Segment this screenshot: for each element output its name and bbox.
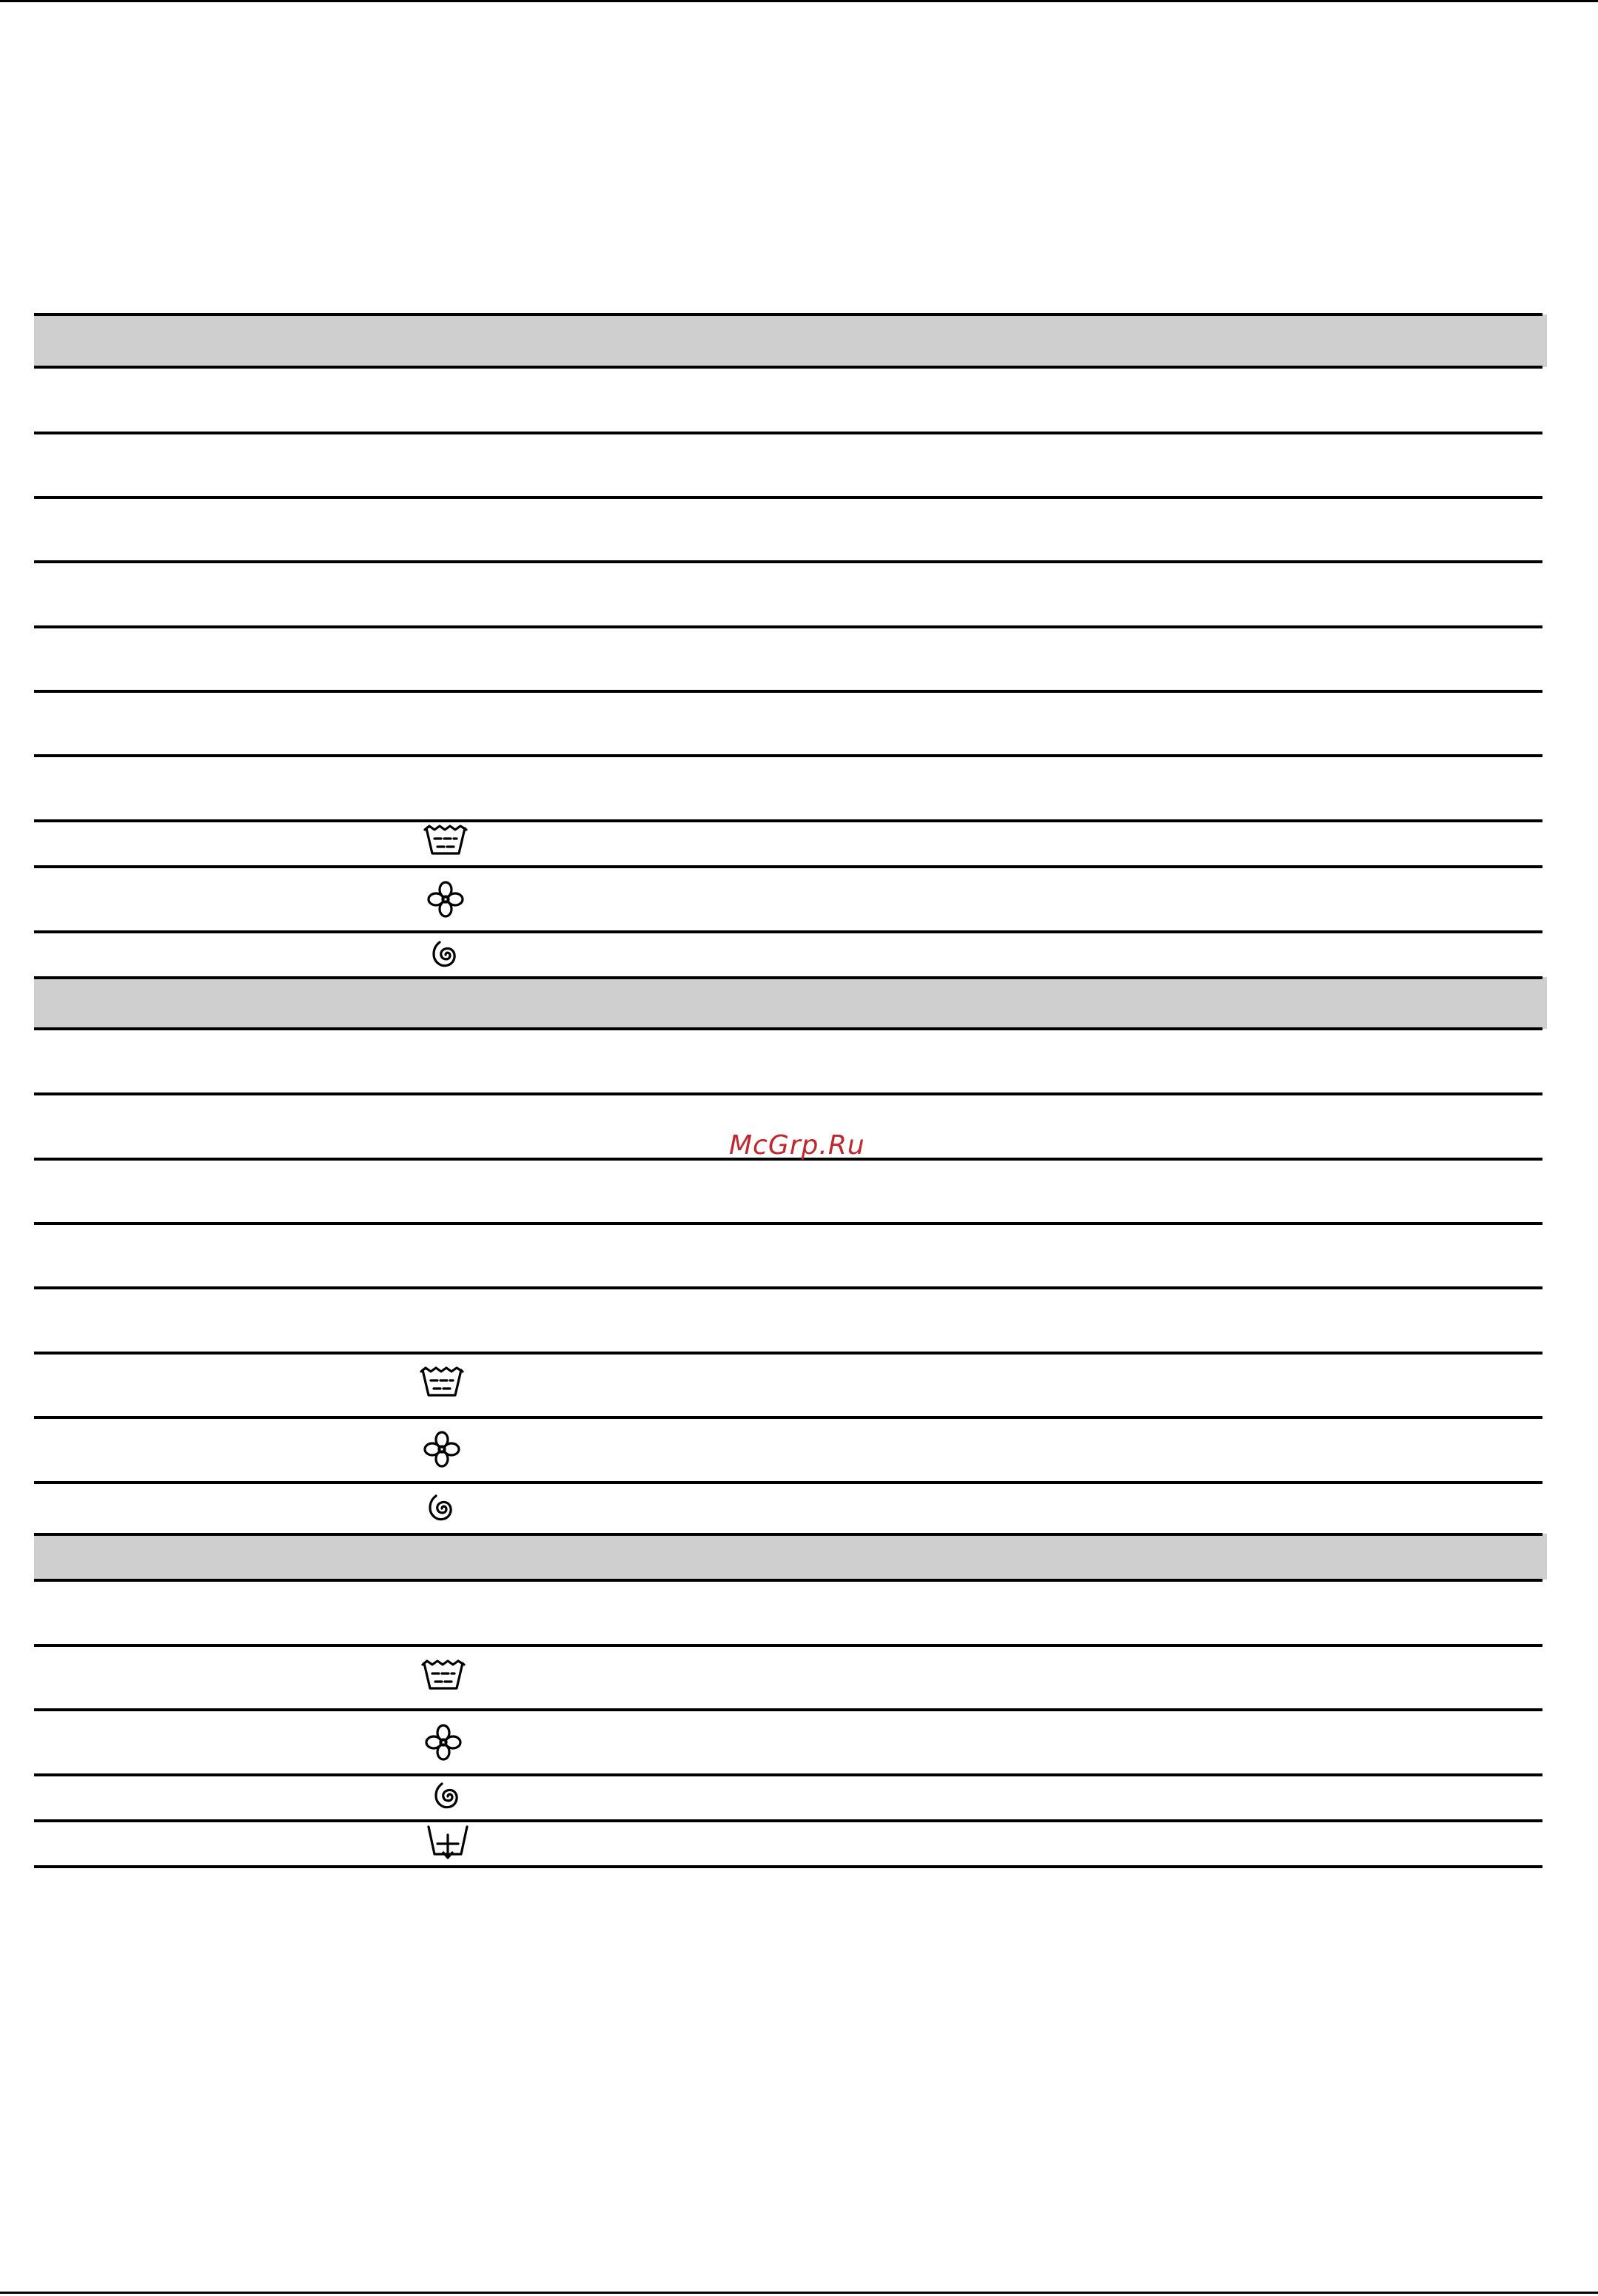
page-bottom-rule <box>0 2292 1598 2294</box>
drain-tub-icon <box>424 1825 471 1862</box>
watermark-text: McGrp.Ru <box>729 1130 865 1161</box>
table-row-divider <box>34 560 1542 563</box>
rinse-flower-icon <box>418 1431 466 1468</box>
table-row-divider <box>34 1092 1542 1095</box>
table-row-divider <box>34 625 1542 628</box>
section-header-band <box>34 977 1547 1029</box>
spin-spiral-icon <box>424 1778 471 1815</box>
table-row-divider <box>34 1819 1542 1822</box>
table-row-divider <box>34 1773 1542 1776</box>
table-row-divider <box>34 865 1542 868</box>
table-row-divider <box>34 1865 1542 1868</box>
table-row-divider <box>34 1352 1542 1355</box>
table-row-divider <box>34 1644 1542 1647</box>
table-row-divider <box>34 496 1542 499</box>
table-row-divider <box>34 1027 1542 1030</box>
table-row-divider <box>34 366 1542 369</box>
spin-spiral-icon <box>418 1490 466 1527</box>
rinse-flower-icon <box>420 1724 467 1761</box>
table-row-divider <box>34 930 1542 933</box>
rinse-flower-icon <box>422 881 469 918</box>
table-row-divider <box>34 432 1542 434</box>
wash-tub-icon <box>418 1366 466 1403</box>
wash-tub-icon <box>420 1659 467 1696</box>
table-row-divider <box>34 1222 1542 1225</box>
section-header-band <box>34 315 1547 367</box>
table-row-divider <box>34 1533 1542 1536</box>
table-row-divider <box>34 1481 1542 1484</box>
table-row-divider <box>34 976 1542 979</box>
table-row-divider <box>34 1579 1542 1582</box>
table-row-divider <box>34 1416 1542 1419</box>
table-row-divider <box>34 819 1542 822</box>
table-row-divider <box>34 313 1542 316</box>
table-row-divider <box>34 690 1542 693</box>
section-header-band <box>34 1534 1547 1580</box>
table-row-divider <box>34 754 1542 757</box>
table-row-divider <box>34 1708 1542 1711</box>
table-row-divider <box>34 1286 1542 1289</box>
spin-spiral-icon <box>422 936 469 973</box>
wash-tub-icon <box>422 824 469 861</box>
